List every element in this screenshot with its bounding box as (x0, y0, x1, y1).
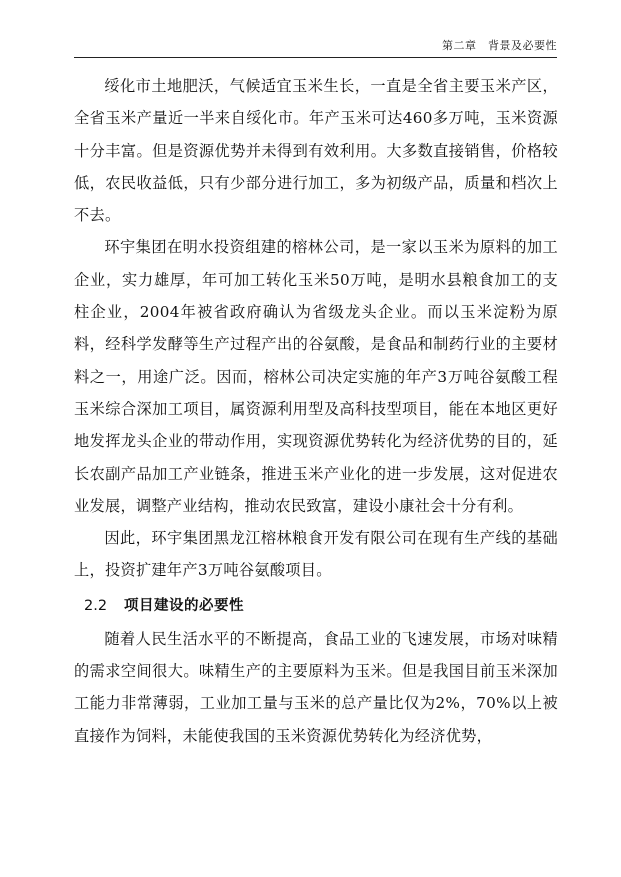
paragraph-msg-demand: 随着人民生活水平的不断提高，食品工业的飞速发展，市场对味精的需求空间很大。味精生产的主要原料为玉米。但是我国目前玉米深加工能力非常薄弱，工业加工量与玉米的总产量比仅为2%，70%以上被直接作为饲料，未能使我国的玉米资源优势转化为经济优势， (74, 629, 558, 745)
header-rule (74, 57, 557, 58)
paragraph-suihua-corn-resources: 绥化市土地肥沃，气候适宜玉米生长，一直是全省主要玉米产区，全省玉米产量近一半来自绥化市。年产玉米可达460多万吨，玉米资源十分丰富。但是资源优势并未得到有效利用。大多数直接销售，价格较低，农民收益低，只有少部分进行加工，多为初级产品，质量和档次上不去。 (74, 77, 558, 225)
section-heading (74, 589, 558, 623)
paragraph-expansion-project: 因此，环宇集团黑龙江榕林粮食开发有限公司在现有生产线的基础上，投资扩建年产3万吨谷氨酸项目。 (74, 529, 558, 580)
running-header: 第二章 背景及必要性 (442, 39, 557, 52)
section-title: 项目建设的必要性 (124, 597, 244, 614)
paragraph-ronglin-company: 环宇集团在明水投资组建的榕林公司，是一家以玉米为原料的加工企业，实力雄厚，年可加工转化玉米50万吨，是明水县粮食加工的支柱企业，2004年被省政府确认为省级龙头企业。而以玉米淀粉为原料，经科学发酵等生产过程产出的谷氨酸，是食品和制药行业的主要材料之一，用途广泛。因而，榕林公司决定实施的年产3万吨谷氨酸工程玉米综合深加工项目，属资源利用型及高科技型项目，能在本地区更好地发挥龙头企业的带动作用，实现资源优势转化为经济优势的目的，延长农副产品加工产业链条，推进玉米产业化的进一步发展，这对促进农业发展，调整产业结构，推动农民致富，建设小康社会十分有利。 (74, 238, 558, 515)
page-content (74, 70, 558, 752)
section-number: 2.2 (84, 597, 108, 614)
